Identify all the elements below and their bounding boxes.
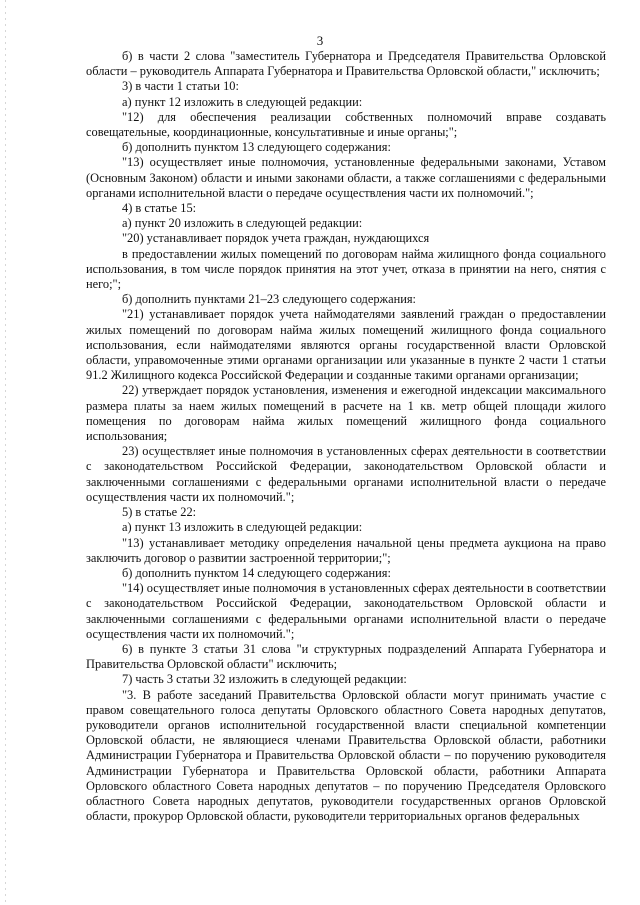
paragraph: "14) осуществляет иные полномочия в установленных сферах деятельности в соответствии с законодательством Российской Федерации, законодательством Орловской области и заключенными соглашениями с федеральными органами исполнительной власти о передаче осуществления части их полномочий."; (86, 581, 606, 641)
scan-edge-artifact (5, 0, 6, 905)
paragraph: "3. В работе заседаний Правительства Орловской области могут принимать участие с правом совещательного голоса депутаты Орловского областного Совета народных депутатов, руководители органов исполнительной государственной власти специальной компетенции Орловской области, не являющиеся членами Правительства Орловской области, работники Администрации Губернатора и Правительства Орловской области – по поручению руководителя Администрации Губернатора и Правительства Орловской области, работники Аппарата Орловского областного Совета народных депутатов – по поручению Председателя Орловского областного Совета народных депутатов, руководители государственных органов Орловской области, прокурор Орловской области, руководители территориальных органов федеральных (86, 687, 606, 824)
paragraph: "12) для обеспечения реализации собственных полномочий вправе создавать совещательные, координационные, консультативные и иные органы;"; (86, 109, 606, 140)
paragraph: "20) устанавливает порядок учета граждан, нуждающихся (122, 231, 430, 246)
paragraph: б) дополнить пунктом 13 следующего содержания: (122, 140, 391, 155)
paragraph: "13) осуществляет иные полномочия, установленные федеральными законами, Уставом (Основным Законом) области и иными законами области, а также соглашениями с федеральными органами исполнительной власти о передаче осуществления части их полномочий."; (86, 155, 606, 200)
paragraph: а) пункт 20 изложить в следующей редакции: (122, 216, 363, 231)
paragraph: 7) часть 3 статьи 32 изложить в следующей редакции: (122, 672, 407, 687)
page-number: 3 (316, 33, 324, 48)
paragraph: а) пункт 13 изложить в следующей редакции: (122, 520, 363, 535)
paragraph: б) дополнить пунктами 21–23 следующего содержания: (122, 292, 417, 307)
paragraph: 3) в части 1 статьи 10: (122, 79, 239, 94)
paragraph: "21) устанавливает порядок учета наймодателями заявлений граждан о предоставлении жилых помещений по договорам найма жилых помещений жилищного фонда социального использования, если наймодателями являются органы государственной власти Орловской области, управомоченные этими органами организации или указанные в пункте 2 части 1 статьи 91.2 Жилищного кодекса Российской Федерации и созданные такими органами организации; (86, 307, 606, 383)
paragraph: 4) в статье 15: (122, 201, 197, 216)
paragraph: 5) в статье 22: (122, 505, 197, 520)
paragraph: 6) в пункте 3 статьи 31 слова "и структурных подразделений Аппарата Губернатора и Правительства Орловской области" исключить; (86, 641, 606, 672)
paragraph: а) пункт 12 изложить в следующей редакции: (122, 94, 363, 109)
document-body (86, 49, 606, 824)
paragraph: б) дополнить пунктом 14 следующего содержания: (122, 565, 391, 580)
paragraph: "13) устанавливает методику определения начальной цены предмета аукциона на право заключить договор о развитии застроенной территории;"; (86, 535, 606, 565)
paragraph: б) в части 2 слова "заместитель Губернатора и Председателя Правительства Орловской области – руководитель Аппарата Губернатора и Правительства Орловской области," исключить; (86, 49, 606, 79)
paragraph: в предоставлении жилых помещений по договорам найма жилищного фонда социального использования, в том числе порядок принятия на этот учет, отказа в принятии на него, снятия с него;"; (86, 246, 606, 292)
paragraph: 23) осуществляет иные полномочия в установленных сферах деятельности в соответствии с законодательством Российской Федерации, законодательством Орловской области и заключенными соглашениями с федеральными органами исполнительной власти о передаче осуществления части их полномочий."; (86, 444, 606, 504)
paragraph: 22) утверждает порядок установления, изменения и ежегодной индексации максимального размера платы за наем жилых помещений в расчете на 1 кв. метр общей площади жилого помещения по договорам найма жилых помещений жилищного фонда социального использования; (86, 383, 606, 444)
